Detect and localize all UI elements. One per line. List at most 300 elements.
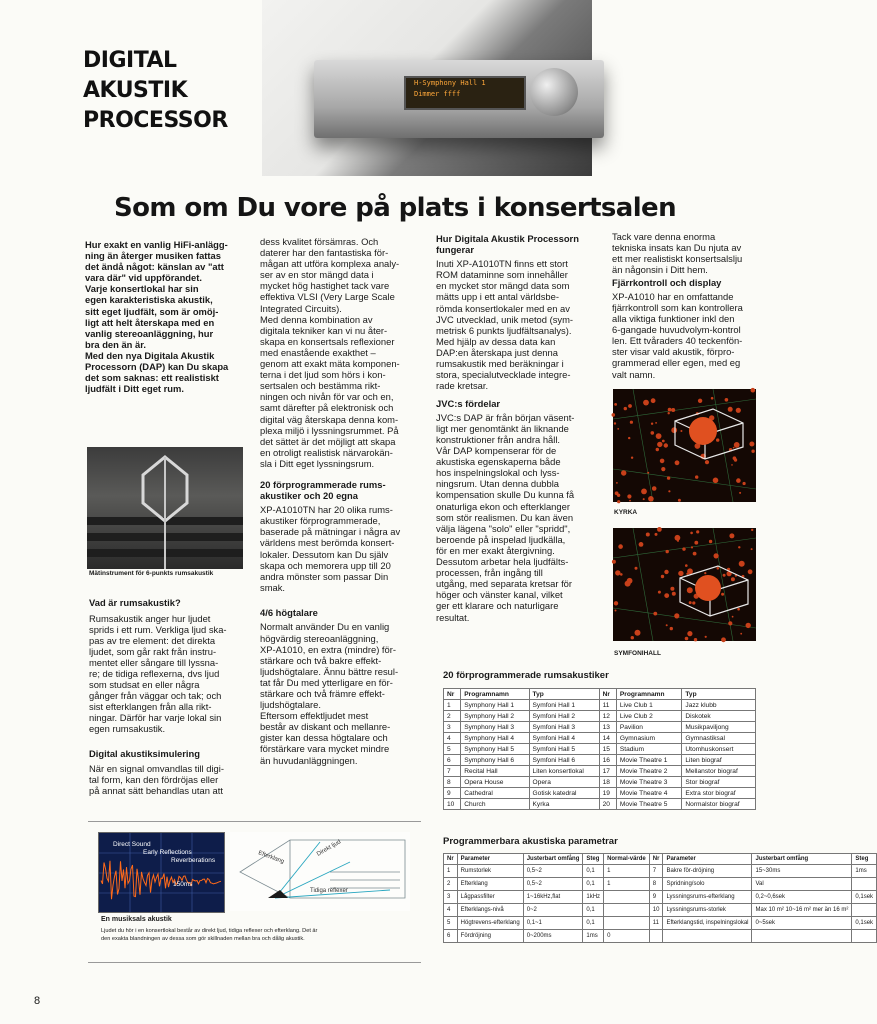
body-line: sprids i ett rum. Verkliga ljud ska- — [89, 623, 227, 635]
product-photo — [262, 0, 592, 176]
table-cell: Lyssningsrums-efterklang — [663, 891, 752, 904]
table-cell: Pavilion — [616, 722, 682, 733]
table-cell: 15 — [599, 744, 616, 755]
sim-particle — [656, 448, 659, 451]
sim-particle — [678, 499, 681, 502]
intro-line: det ändå något: känslan av "att — [85, 261, 224, 273]
table-cell: 0,1 — [583, 904, 604, 917]
section-heading: fungerar — [436, 244, 475, 256]
table-cell: Lyssningsrums-storlek — [663, 904, 752, 917]
table-row — [444, 766, 756, 777]
sim-grid-line — [633, 389, 653, 502]
body-line: ningar. Därför har varje lokal sin — [89, 712, 222, 724]
sim-particle — [709, 540, 712, 543]
table-cell: Symphony Hall 1 — [461, 700, 529, 711]
photo-caption: Mätinstrument för 6-punkts rumsakustik — [89, 570, 214, 577]
table-cell: 2 — [444, 878, 458, 891]
table-header-cell: Parameter — [457, 854, 523, 865]
sim-particle — [671, 408, 675, 412]
table-row — [444, 865, 877, 878]
sim-particle — [687, 631, 692, 636]
sim-particle — [748, 569, 753, 574]
body-line: samt därefter på elektronisk och — [260, 402, 394, 414]
table-cell: Symfoni Hall 3 — [529, 722, 599, 733]
body-line: det sättet är det möjligt att skapa — [260, 435, 396, 447]
body-line: förstärkare vara mycket mindre — [260, 743, 390, 755]
body-line: världens mest berömda konsert- — [260, 537, 395, 549]
table-cell: 0,1~1 — [523, 917, 583, 930]
table-cell: 1 — [604, 878, 650, 891]
body-line: gånger från väggar och tak; och — [89, 690, 222, 702]
sim-particle — [631, 636, 634, 639]
table-cell: Efterklangs-nivå — [457, 904, 523, 917]
table-cell: 0,1 — [583, 917, 604, 930]
body-line: pas av tre element: det direkta — [89, 634, 216, 646]
intro-line: Hur exakt en vanlig HiFi-anlägg- — [85, 239, 228, 250]
scope-label-time: 150ms — [173, 881, 193, 888]
table-cell: 9 — [649, 891, 663, 904]
body-line: mentet eller sångare till lyssna- — [89, 656, 219, 668]
table-row — [444, 777, 756, 788]
body-line: 6-gangade huvudvolym-kontrol — [612, 324, 741, 336]
sim-particle — [664, 443, 668, 447]
sim-particle — [734, 458, 737, 461]
table-cell — [852, 878, 877, 891]
table-cell: Efterklang — [457, 878, 523, 891]
body-line: stärkare och två bakre effekt- — [260, 654, 382, 666]
table-cell: Symfoni Hall 6 — [529, 755, 599, 766]
dap-device-image — [314, 60, 604, 138]
body-line: akustiska egenskaperna både — [436, 456, 561, 468]
table-cell — [752, 930, 852, 943]
table-cell: 7 — [649, 865, 663, 878]
sim-particle — [648, 496, 654, 502]
sim-grid-line — [613, 469, 756, 489]
table-cell: Stor biograf — [682, 777, 756, 788]
body-line: ningen och nivån för var och en, — [260, 391, 394, 403]
sim-particle — [721, 637, 726, 642]
sim-particle — [635, 630, 641, 636]
sim-source-sphere — [689, 417, 717, 445]
body-line: som studsat en eller några — [89, 679, 200, 691]
sim-particle — [695, 475, 698, 478]
table-cell: Rumstorlek — [457, 865, 523, 878]
table-cell: 0~2 — [523, 904, 583, 917]
sim-particle — [667, 476, 670, 479]
table-cell: 0,1 — [583, 865, 604, 878]
table-cell: 12 — [599, 711, 616, 722]
body-line: fjärrkontroll som kan kontrollera — [612, 301, 743, 313]
sim-particle — [655, 533, 658, 536]
sim-particle — [651, 431, 655, 435]
diagram-top-rule — [88, 821, 421, 822]
sim-particle — [713, 478, 719, 484]
diagram-caption-text: Ljudet du hör i en konsertlokal består av direkt ljud, tidiga reflexer och efterklang. Det är den exakta blandningen av dessa som gör skillnaden mellan bra och dålig akustik. — [101, 928, 318, 942]
table-cell: Lågpassfilter — [457, 891, 523, 904]
table-cell: 0,1 — [583, 878, 604, 891]
body-line: på annat sätt behandlas utan att — [89, 785, 223, 797]
sim-particle — [672, 592, 676, 596]
sim-particle — [614, 422, 616, 424]
body-line: XP-A1010TN har 20 olika rums- — [260, 504, 393, 516]
table-cell: Movie Theatre 3 — [616, 777, 682, 788]
sim-particle — [678, 571, 683, 576]
table-cell: 1kHz — [583, 891, 604, 904]
body-line: en otroligt realistisk närvarokän- — [260, 446, 393, 458]
body-line: skapa och memorera upp till 20 — [260, 559, 391, 571]
table-cell: Stadium — [616, 744, 682, 755]
table-row — [444, 878, 877, 891]
table-cell: Musikpaviljong — [682, 722, 756, 733]
sim-particle — [670, 587, 674, 591]
intro-line: Med den nya Digitala Akustik — [85, 349, 215, 361]
sim-particle — [629, 500, 631, 502]
body-line: processen, från ingång till — [436, 567, 543, 579]
table-cell: Gymnasium — [616, 733, 682, 744]
table-row — [444, 930, 877, 943]
body-line: daterer har den fantastiska för- — [260, 247, 389, 259]
table-cell: Cathedral — [461, 788, 529, 799]
table-cell: Symphony Hall 4 — [461, 733, 529, 744]
body-line: andra mönster som passar Din — [260, 570, 389, 582]
table-cell: 0~200ms — [523, 930, 583, 943]
body-line: sertsalen och bestämma rikt- — [260, 380, 381, 392]
page-number: 8 — [34, 995, 41, 1007]
symphony-hall-simulation-image — [613, 528, 756, 641]
body-line: en mycket stor mängd data som — [436, 280, 570, 292]
table-cell: Symphony Hall 3 — [461, 722, 529, 733]
sim-particle — [628, 437, 630, 439]
product-title: DIGITAL AKUSTIK PROCESSOR — [83, 48, 228, 133]
body-line: utgång, med separata kretsar för — [436, 578, 573, 590]
intro-line: ning än återger musiken fattas — [85, 250, 221, 262]
body-line: smak. — [260, 581, 286, 593]
sim-particle — [689, 601, 692, 604]
sim-particle — [736, 408, 741, 413]
sim-particle — [675, 535, 681, 541]
body-line: Med denna kombination av — [260, 313, 373, 325]
sim-particle — [618, 544, 623, 549]
table-cell: Fördröjning — [457, 930, 523, 943]
table-cell: Gymnastiksal — [682, 733, 756, 744]
body-line: konstruktioner från andra håll. — [436, 434, 561, 445]
diagram-caption-title: En musiksals akustik — [101, 916, 172, 923]
scope-label-early: Early Reflections — [143, 849, 192, 856]
sim-particle — [668, 412, 670, 414]
sim-particle — [751, 529, 753, 531]
sim-particle — [736, 478, 741, 483]
table-header-cell: Programnamn — [461, 689, 529, 700]
body-line: ROM dataminne som innehåller — [436, 269, 568, 281]
sim-grid-line — [613, 399, 756, 419]
table-cell: Val — [752, 878, 852, 891]
sim-particle — [614, 601, 618, 605]
table-cell: Live Club 2 — [616, 711, 682, 722]
table-cell: Efterklangstid, inspelningslokal — [663, 917, 752, 930]
sim-particle — [630, 421, 633, 424]
section-heading: 20 förprogrammerade rums- — [260, 478, 386, 490]
sim-particle — [621, 470, 626, 475]
table-cell — [604, 917, 650, 930]
body-line: ett mer realistiskt konsertsalslju — [612, 253, 743, 265]
table-cell: Opera House — [461, 777, 529, 788]
table-cell: 20 — [599, 799, 616, 810]
table-cell: Movie Theatre 2 — [616, 766, 682, 777]
table-row — [444, 733, 756, 744]
sim-particle — [705, 460, 709, 464]
sim-particle — [651, 398, 656, 403]
table-cell: 14 — [599, 733, 616, 744]
sim-particle — [675, 460, 680, 465]
table-header-cell: Typ — [682, 689, 756, 700]
sim-grid-line — [713, 389, 733, 502]
parameters-table-title: Programmerbara akustiska parametrar — [443, 836, 618, 847]
sim-particle — [716, 438, 719, 441]
body-line: ger ett klarare och naturligare — [436, 600, 559, 612]
body-line: terna i det ljud som hörs i kon- — [260, 369, 386, 381]
sim-particle — [694, 541, 698, 545]
table-cell: Movie Theatre 1 — [616, 755, 682, 766]
body-line: metrisk 6 punkts ljudfältsanalys). — [436, 324, 572, 336]
sim-particle — [627, 578, 633, 584]
body-line: som stör realismen. Du kan även — [436, 511, 574, 523]
intro-line: sitt eget ljudfält, som är omöj- — [85, 305, 219, 317]
sim-particle — [740, 633, 742, 635]
sim-particle — [733, 447, 735, 449]
table-cell: 0,1sek — [852, 917, 877, 930]
table-cell: Utomhuskonsert — [682, 744, 756, 755]
table-cell: 10 — [649, 904, 663, 917]
table-row — [444, 917, 877, 930]
sim-particle — [731, 464, 733, 466]
table-cell: 5 — [444, 917, 458, 930]
device-display: H-Symphony Hall 1 Dimmer ffff — [404, 76, 526, 110]
body-line: med enastående exakthet – — [260, 346, 376, 358]
sim-particle — [656, 433, 662, 439]
sim-particle — [647, 472, 649, 474]
table-row — [444, 788, 756, 799]
table-cell: Mellanstor biograf — [682, 766, 756, 777]
sim-particle — [680, 430, 682, 432]
table-cell: 0,5~2 — [523, 878, 583, 891]
body-line: sla i Ditt eget lyssningsrum. — [260, 457, 375, 469]
sim-particle — [698, 399, 702, 403]
table-header-cell: Nr — [649, 854, 663, 865]
presets-table — [443, 688, 756, 810]
table-header-cell: Typ — [529, 689, 599, 700]
table-cell: 11 — [649, 917, 663, 930]
body-line: rade kretsar. — [436, 380, 489, 392]
sim-particle — [615, 491, 619, 495]
table-cell: 0,5~2 — [523, 865, 583, 878]
sim-particle — [734, 442, 740, 448]
sim-particle — [692, 601, 695, 604]
sim-particle — [732, 616, 734, 618]
table-row — [444, 891, 877, 904]
body-line: mätts upp i ett antal världsbe- — [436, 291, 559, 303]
body-line: ser av en stor mängd data i — [260, 269, 374, 281]
sim-particle — [687, 587, 693, 593]
table-cell: 10 — [444, 799, 461, 810]
body-line: beroende på inspelad ljudkälla, — [436, 533, 566, 545]
table-cell: Symfoni Hall 4 — [529, 733, 599, 744]
sim-particle — [731, 577, 735, 581]
sim-particle — [662, 440, 665, 443]
table-cell: Kyrka — [529, 799, 599, 810]
sim-particle — [668, 408, 672, 412]
sim-particle — [728, 407, 733, 412]
sim-particle — [714, 553, 719, 558]
body-line: mycket hög hastighet tack vare — [260, 280, 390, 292]
parameters-table — [443, 853, 877, 943]
table-cell: Symfoni Hall 5 — [529, 744, 599, 755]
table-cell: Live Club 1 — [616, 700, 682, 711]
body-line: tat får Du med ytterligare en för- — [260, 676, 393, 688]
table-row — [444, 799, 756, 810]
body-line: hos inspelningslokal och lyss- — [436, 467, 560, 479]
body-line: ljudet, som går rakt från instru- — [89, 645, 217, 657]
sim-particle — [751, 548, 753, 550]
sim-particle — [751, 450, 754, 453]
sim-particle — [617, 500, 620, 503]
sim-particle — [725, 398, 729, 402]
table-cell — [852, 904, 877, 917]
table-cell: 1 — [444, 700, 461, 711]
body-line: effektiva VLSI (Very Large Scale — [260, 291, 395, 303]
sim-particle — [705, 636, 707, 638]
table-header-cell: Justerbart omfång — [523, 854, 583, 865]
body-line: Tack vare denna enorma — [612, 231, 716, 242]
table-cell: Extra stor biograf — [682, 788, 756, 799]
body-line: välja lägena "solo" eller "spridd", — [436, 522, 571, 534]
sim-particle — [612, 413, 616, 417]
body-line: dess kvalitet försämras. Och — [260, 236, 379, 247]
sim-particle — [751, 388, 756, 393]
table-cell: Movie Theatre 4 — [616, 788, 682, 799]
body-line: Eftersom effektljudet mest — [260, 710, 369, 722]
presets-table-title: 20 förprogrammerade rumsakustiker — [443, 670, 609, 681]
body-line: genom att exakt mäta komponen- — [260, 358, 400, 370]
body-line: högvärdig stereoanläggning, — [260, 632, 379, 644]
sim-particle — [668, 490, 670, 492]
room-reflection-diagram — [230, 832, 410, 911]
body-line: XP-A1010 har en omfattande — [612, 290, 734, 302]
sim-particle — [651, 423, 653, 425]
sim-particle — [694, 638, 697, 641]
table-cell: 0,2~0,6sek — [752, 891, 852, 904]
sim-particle — [646, 533, 650, 537]
body-line: ningsrum. Utan denna dubbla — [436, 478, 560, 490]
sim-particle — [612, 560, 616, 564]
sim-particle — [617, 428, 619, 430]
body-line: re; de tidiga reflexerna, dvs ljud — [89, 667, 220, 679]
sim-particle — [615, 570, 620, 575]
table-cell: Högtrevens-efterklang — [457, 917, 523, 930]
table-cell: 15~30ms — [752, 865, 852, 878]
sim-particle — [739, 561, 745, 567]
body-line: Integrated Circuits). — [260, 302, 342, 314]
sim-particle — [696, 530, 699, 533]
sim-particle — [641, 489, 647, 495]
table-cell: 6 — [444, 755, 461, 766]
symphony-hall-caption: SYMFONIHALL — [614, 650, 661, 657]
body-line: Rumsakustik anger hur ljudet — [89, 612, 211, 624]
body-line: Med hjälp av dessa data kan — [436, 335, 556, 347]
table-header-row — [444, 854, 877, 865]
microphone-photo — [87, 447, 243, 569]
table-cell: 8 — [444, 777, 461, 788]
table-cell: Liten biograf — [682, 755, 756, 766]
sim-particle — [677, 540, 679, 542]
intro-line: vara där" vid uppförandet. — [85, 272, 202, 284]
volume-knob-icon — [530, 68, 578, 116]
column-2: dess kvalitet försämras. Och daterer har den fantastiska för- mågan att utföra komplexa analy- ser av en stor mängd data i mycket hög hastighet tack vare effektiva VLSI (Very Large Scale Integrated Circuits). Med denna kombination av digitala tekniker kan vi nu åter- skapa en konsertsals reflexioner med enastående exakthet – genom att exakt mäta komponen- terna i det ljud som hörs i kon- sertsalen och bestämma rikt- ningen och nivån för var och en, samt därefter på elektronisk och digital väg återskapa denna kom- plexa miljö i lyssningsrummet. På det sättet är det möjligt att skapa en otroligt realistisk närvarokän- sla i Ditt eget lyssningsrum. 20 förprogrammerade rums- akustiker och 20 egna XP-A1010TN har 20 olika rums- akustiker förprogrammerade, baserade på mätningar i några av världens mest berömda konsert- lokaler. Dessutom kan Du själv skapa och memorera upp till 20 andra mönster som passar Din smak. 4/6 högtalare Normalt använder Du en vanlig högvärdig stereoanläggning, XP-A1010, en extra (mindre) för- stärkare och två bakre effekt- ljudshögtalare. Ännu bättre resul- tat får Du med ytterligare en för- stärkare och två främre effekt- ljudshögtalare. Eftersom effektljudet mest består av diskant och mellanre- gister kan dessa högtalare och förstärkare vara mycket mindre än huvudanläggningen. — [260, 236, 401, 766]
sim-particle — [746, 623, 751, 628]
oscilloscope-image — [98, 832, 225, 913]
sim-particle — [687, 568, 693, 574]
body-line: ljudshögtalare. Ännu bättre resul- — [260, 665, 399, 677]
sim-particle — [655, 422, 657, 424]
intro-line: Varje konsertlokal har sin — [85, 283, 199, 295]
sim-particle — [685, 564, 688, 567]
table-cell: 7 — [444, 766, 461, 777]
table-cell: 1ms — [583, 930, 604, 943]
sim-particle — [738, 546, 740, 548]
table-row — [444, 711, 756, 722]
body-line: digitala tekniker kan vi nu åter- — [260, 324, 388, 336]
sim-particle — [639, 542, 644, 547]
table-cell: Movie Theatre 5 — [616, 799, 682, 810]
table-cell: 9 — [444, 788, 461, 799]
body-line: Dessutom arbetar hela ljudfälts- — [436, 556, 569, 568]
section-heading: Hur Digitala Akustik Processorn — [436, 233, 579, 244]
table-header-cell: Steg — [583, 854, 604, 865]
body-line: resultat. — [436, 611, 470, 623]
table-header-cell: Normal-värde — [604, 854, 650, 865]
scope-label-direct: Direct Sound — [113, 841, 151, 848]
sim-particle — [628, 404, 632, 408]
sim-particle — [737, 608, 740, 611]
table-cell: 0,1sek — [852, 891, 877, 904]
sim-particle — [666, 550, 669, 553]
sim-particle — [690, 532, 693, 535]
sim-particle — [749, 442, 754, 447]
table-cell: Spridning/solo — [663, 878, 752, 891]
sim-particle — [643, 498, 645, 500]
body-line: alla viktiga funktioner inkl den — [612, 313, 735, 325]
room-label-direkt: Direkt ljud — [316, 839, 343, 858]
sim-particle — [643, 400, 649, 406]
body-line: sist efterklangen från alla rikt- — [89, 701, 212, 713]
sim-source-sphere — [695, 575, 721, 601]
body-line: egen rumsakustik. — [89, 723, 166, 735]
sim-particle — [685, 637, 689, 641]
intro-line: Processorn (DAP) kan Du skapa — [85, 361, 229, 373]
body-line: DAP:en återskapa just denna — [436, 346, 558, 358]
sim-particle — [664, 570, 668, 574]
sim-particle — [693, 552, 697, 556]
intro-line: ljudfält i Ditt eget rum. — [85, 383, 184, 395]
table-cell — [663, 930, 752, 943]
body-line: valt namn. — [612, 368, 656, 380]
table-cell — [649, 930, 663, 943]
table-cell: Opera — [529, 777, 599, 788]
body-line: än någonsin i Ditt hem. — [612, 264, 708, 276]
intro-line: vanlig stereoanläggning, hur — [85, 327, 214, 339]
table-header-cell: Programnamn — [616, 689, 682, 700]
sim-particle — [627, 494, 631, 498]
intro-line: egen karakteristiska akustik, — [85, 294, 213, 306]
